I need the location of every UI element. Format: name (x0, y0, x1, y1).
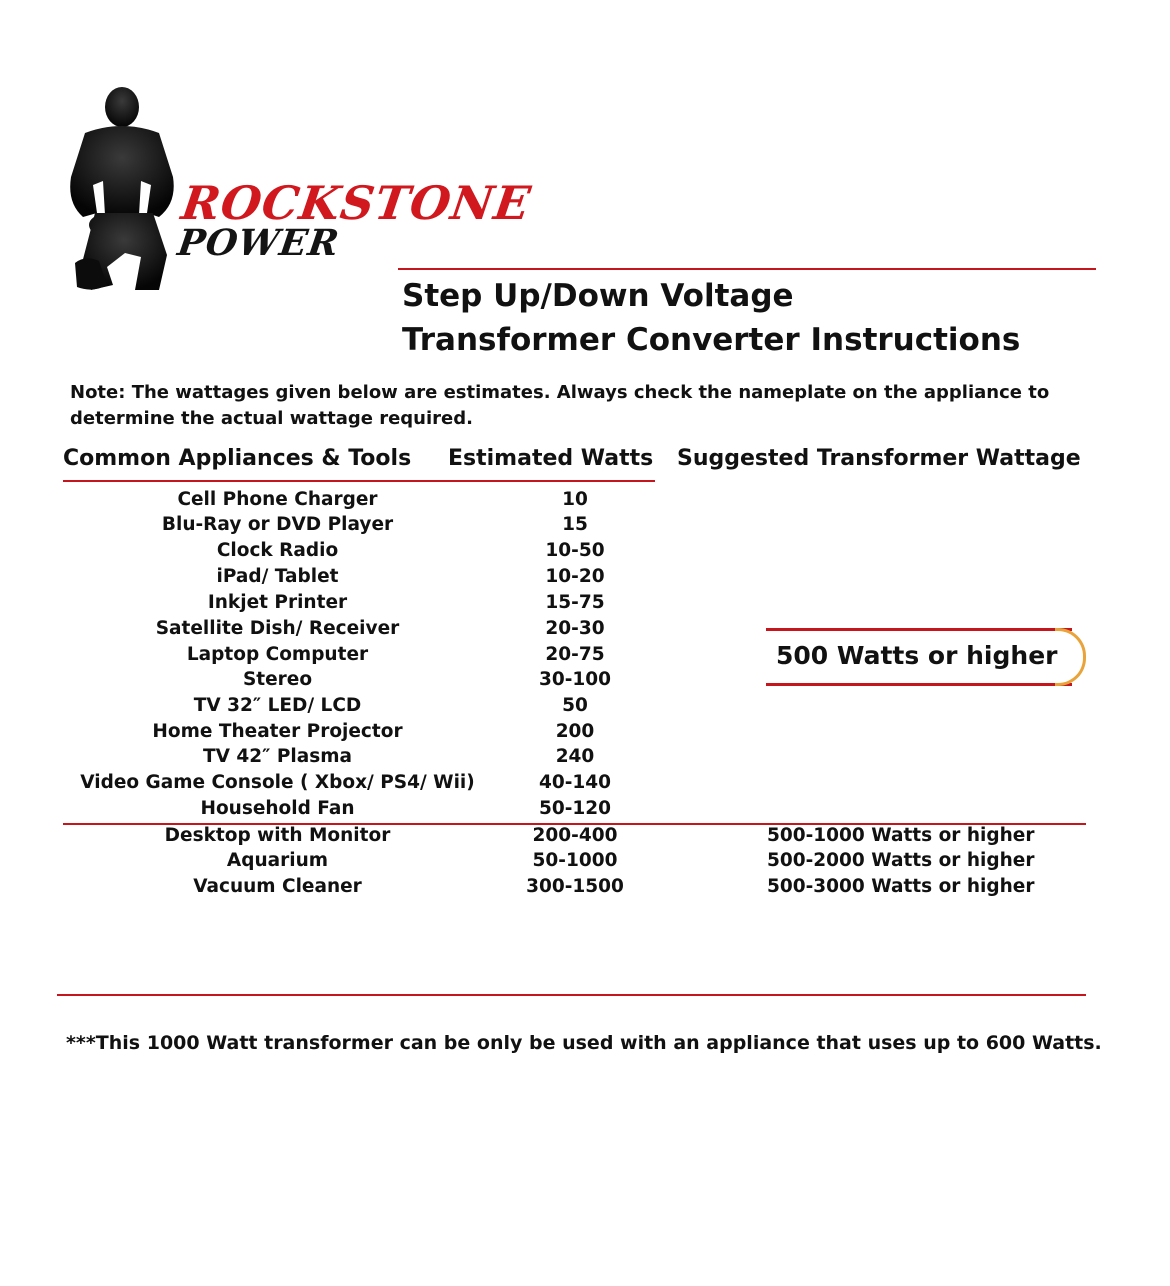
appliance-name: Inkjet Printer (207, 592, 348, 613)
table-row (0, 825, 1170, 851)
table-row (0, 566, 1170, 592)
estimated-watts: 10-20 (545, 566, 605, 587)
appliance-name: Clock Radio (216, 540, 339, 561)
appliance-name: Satellite Dish/ Receiver (155, 618, 400, 639)
appliance-name: Laptop Computer (186, 644, 369, 665)
group-suggestion-callout (766, 628, 1072, 686)
estimated-watts: 30-100 (538, 669, 612, 690)
page-title-line2: Transformer Converter Instructions (402, 322, 1021, 358)
table-row (0, 540, 1170, 566)
table-row (0, 876, 1170, 902)
estimated-watts: 50 (562, 695, 588, 716)
appliance-name: Household Fan (200, 798, 355, 819)
table-row (0, 721, 1170, 747)
page-title-line1: Step Up/Down Voltage (402, 278, 794, 314)
appliance-name: Video Game Console ( Xbox/ PS4/ Wii) (80, 772, 475, 793)
table-row (0, 798, 1170, 824)
suggested-wattage: 500-3000 Watts or higher (767, 876, 1035, 897)
estimated-watts: 20-30 (545, 618, 605, 639)
estimated-watts: 15 (562, 514, 588, 535)
table-row (0, 514, 1170, 540)
appliance-name: TV 42″ Plasma (203, 746, 352, 767)
suggested-wattage: 500-1000 Watts or higher (767, 825, 1035, 846)
suggested-wattage: 500-2000 Watts or higher (767, 850, 1035, 871)
table-row (0, 746, 1170, 772)
estimated-watts: 15-75 (545, 592, 605, 613)
group-suggestion-text: 500 Watts or higher (776, 641, 1058, 670)
estimated-watts: 40-140 (538, 772, 612, 793)
table-row (0, 850, 1170, 876)
estimated-watts: 300-1500 (526, 876, 624, 897)
appliance-name: Desktop with Monitor (164, 825, 391, 846)
estimated-watts: 10 (562, 489, 588, 510)
brand-name-rockstone: ROCKSTONE (178, 176, 535, 230)
appliance-name: Cell Phone Charger (177, 489, 378, 510)
header-suggested-wattage: Suggested Transformer Wattage (677, 446, 1081, 471)
estimated-watts: 20-75 (545, 644, 605, 665)
appliance-name: Vacuum Cleaner (193, 876, 362, 897)
estimated-watts: 240 (555, 746, 595, 767)
appliance-name: iPad/ Tablet (216, 566, 339, 587)
table-row (0, 489, 1170, 515)
appliance-name: Stereo (242, 669, 313, 690)
table-row (0, 592, 1170, 618)
estimated-watts: 50-1000 (532, 850, 618, 871)
table-row (0, 695, 1170, 721)
footer-rule (57, 994, 1086, 996)
brand-name-power: POWER (175, 222, 343, 264)
estimated-watts: 10-50 (545, 540, 605, 561)
appliance-name: Aquarium (226, 850, 329, 871)
footer-note: ***This 1000 Watt transformer can be only be used with an appliance that uses up to 600 Watts. (66, 1032, 1102, 1054)
appliance-name: TV 32″ LED/ LCD (193, 695, 362, 716)
wattage-note: Note: The wattages given below are estimates. Always check the nameplate on the appliance to determine the actual wattage required. (70, 382, 1050, 429)
header-estimated-watts: Estimated Watts (448, 446, 654, 471)
estimated-watts: 200 (555, 721, 595, 742)
estimated-watts: 50-120 (538, 798, 612, 819)
header-appliances: Common Appliances & Tools (63, 446, 412, 471)
estimated-watts: 200-400 (532, 825, 618, 846)
appliance-name: Home Theater Projector (152, 721, 403, 742)
appliance-name: Blu-Ray or DVD Player (161, 514, 394, 535)
table-row (0, 772, 1170, 798)
